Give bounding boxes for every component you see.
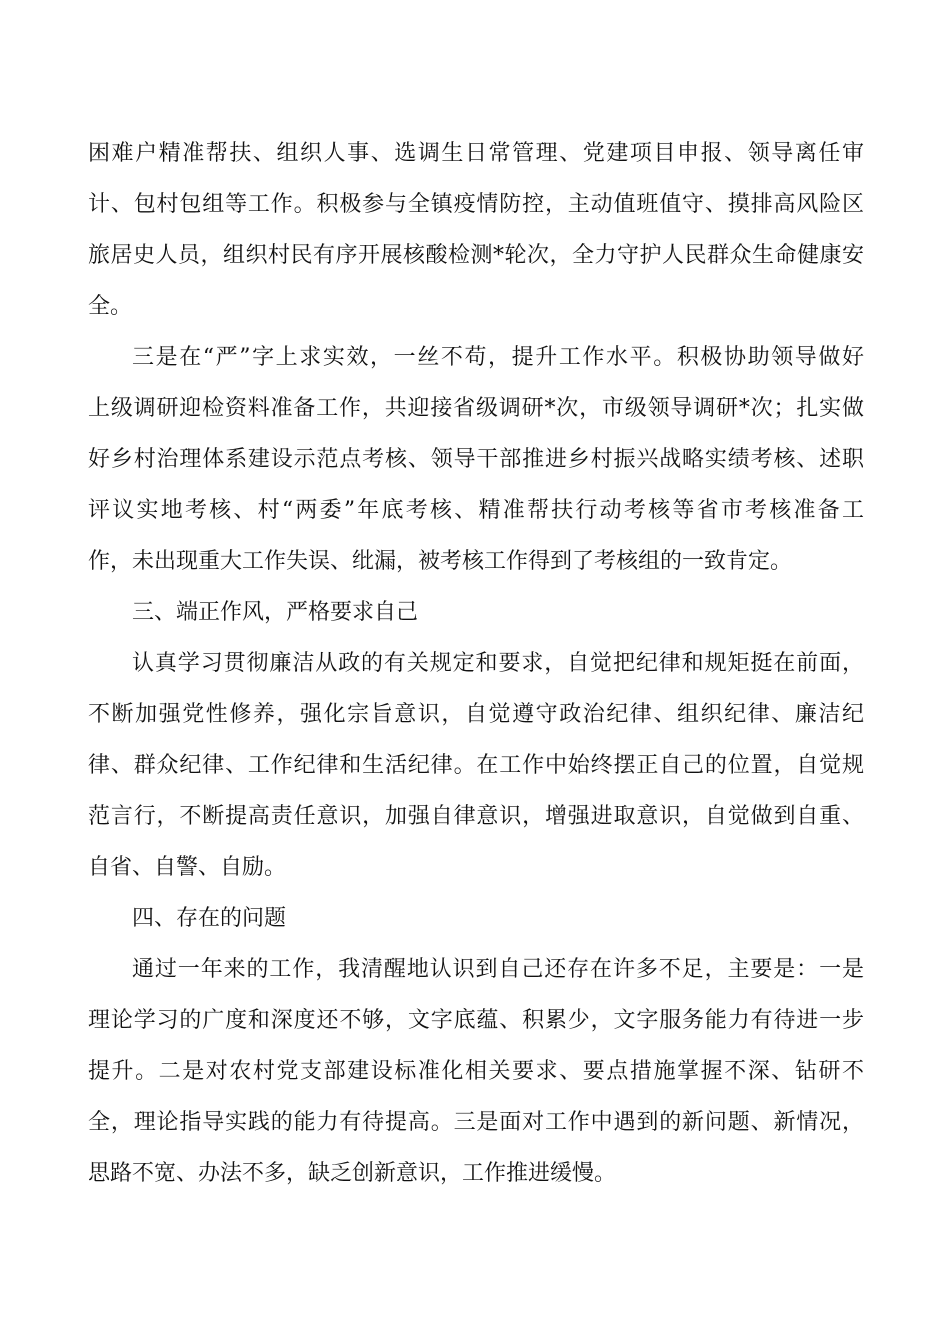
text-line: 旅居史人员，组织村民有序开展核酸检测*轮次，全力守护人民群众生命健康安 (88, 243, 864, 268)
text-line: 好乡村治理体系建设示范点考核、领导干部推进乡村振兴战略实绩考核、述职 (88, 447, 864, 472)
text-line: 思路不宽、办法不多，缺乏创新意识，工作推进缓慢。 (88, 1161, 617, 1186)
text-line: 评议实地考核、村“两委”年底考核、精准帮扶行动考核等省市考核准备工 (88, 498, 864, 523)
text-line: 不断加强党性修养，强化宗旨意识，自觉遵守政治纪律、组织纪律、廉洁纪 (88, 702, 864, 727)
text-line: 律、群众纪律、工作纪律和生活纪律。在工作中始终摆正自己的位置，自觉规 (88, 753, 864, 778)
section-heading: 四、存在的问题 (132, 906, 287, 931)
text-line: 通过一年来的工作，我清醒地认识到自己还存在许多不足，主要是：一是 (132, 957, 864, 982)
text-line: 范言行，不断提高责任意识，加强自律意识，增强进取意识，自觉做到自重、 (88, 804, 864, 829)
text-line: 理论学习的广度和深度还不够，文字底蕴、积累少，文字服务能力有待进一步 (88, 1008, 864, 1033)
text-line: 计、包村包组等工作。积极参与全镇疫情防控，主动值班值守、摸排高风险区 (88, 192, 864, 217)
section-heading: 三、端正作风，严格要求自己 (132, 600, 419, 625)
text-line: 提升。二是对农村党支部建设标准化相关要求、要点措施掌握不深、钻研不 (88, 1059, 864, 1084)
text-line: 上级调研迎检资料准备工作，共迎接省级调研*次，市级领导调研*次；扎实做 (88, 396, 864, 421)
text-line: 全。 (88, 294, 133, 319)
text-line: 三是在“严”字上求实效，一丝不苟，提升工作水平。积极协助领导做好 (132, 345, 864, 370)
text-line: 困难户精准帮扶、组织人事、选调生日常管理、党建项目申报、领导离任审 (88, 141, 864, 166)
text-line: 认真学习贯彻廉洁从政的有关规定和要求，自觉把纪律和规矩挺在前面， (132, 651, 864, 676)
text-line: 全，理论指导实践的能力有待提高。三是面对工作中遇到的新问题、新情况， (88, 1110, 864, 1135)
text-line: 自省、自警、自励。 (88, 855, 287, 880)
text-line: 作，未出现重大工作失误、纰漏，被考核工作得到了考核组的一致肯定。 (88, 549, 793, 574)
document-body (88, 128, 864, 1199)
